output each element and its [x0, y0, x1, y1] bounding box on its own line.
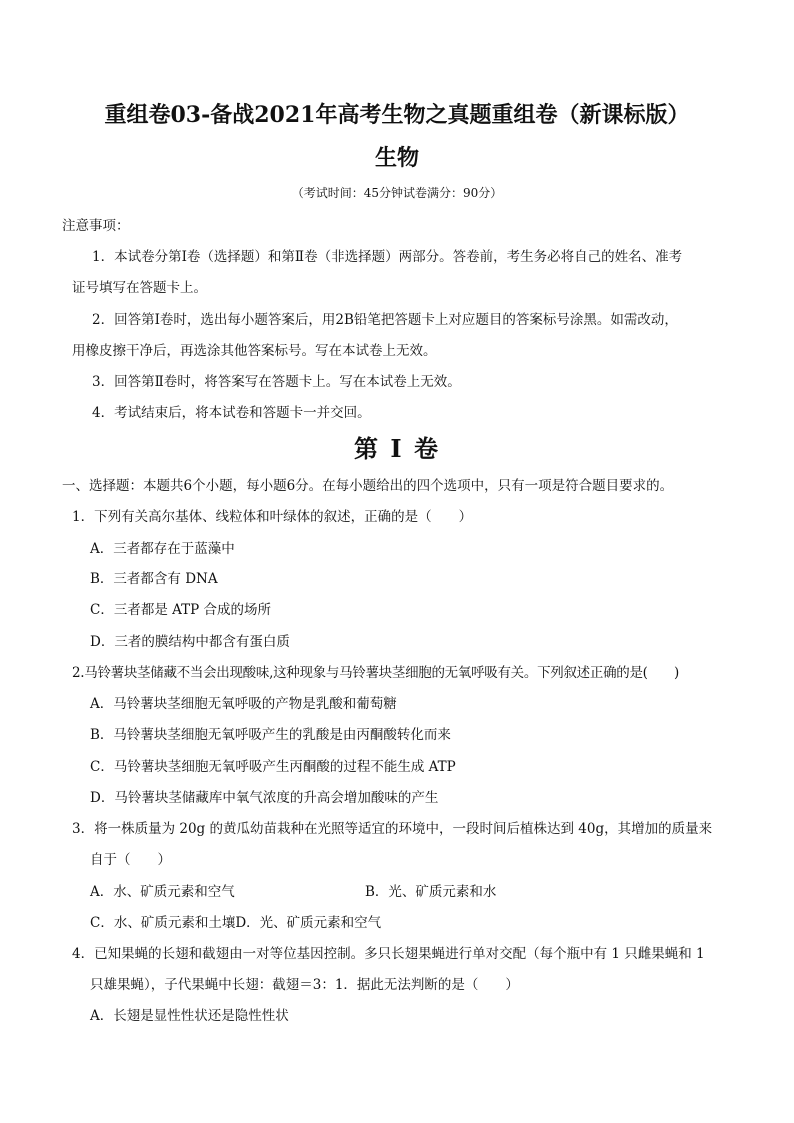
question-1-option-a: A．三者都存在于蓝藻中 — [90, 541, 235, 557]
question-1-option-d: D．三者的膜结构中都含有蛋白质 — [90, 634, 290, 650]
question-3-stem-cont: 自于（ ） — [90, 852, 171, 868]
note-item-3: 3．回答第Ⅱ卷时，将答案写在答题卡上。写在本试卷上无效。 — [92, 374, 461, 390]
question-2-stem: 2.马铃薯块茎储藏不当会出现酸味,这种现象与马铃薯块茎细胞的无氧呼吸有关。下列叙述正确的是( ) — [72, 665, 680, 681]
section-instructions: 一、选择题：本题共6个小题，每小题6分。在每小题给出的四个选项中，只有一项是符合题目要求的。 — [62, 478, 674, 494]
question-2-option-d: D．马铃薯块茎储藏库中氧气浓度的升高会增加酸味的产生 — [90, 790, 439, 806]
question-3-option-cd: C．水、矿质元素和土壤D．光、矿质元素和空气 — [90, 915, 382, 931]
page-title: 重组卷03-备战2021年高考生物之真题重组卷（新课标版） — [104, 102, 690, 128]
question-3-option-b: B．光、矿质元素和水 — [365, 884, 497, 900]
question-2-option-b: B．马铃薯块茎细胞无氧呼吸产生的乳酸是由丙酮酸转化而来 — [90, 727, 451, 743]
note-item-2: 2．回答第Ⅰ卷时，选出每小题答案后，用2B铅笔把答题卡上对应题目的答案标号涂黑。如需改动， — [92, 312, 678, 328]
question-3-stem: 3．将一株质量为 20g 的黄瓜幼苗栽种在光照等适宜的环境中，一段时间后植株达到 40g，其增加的质量来 — [72, 821, 713, 837]
page-subtitle: 生物 — [374, 145, 419, 171]
question-4-stem-cont: 只雄果蝇），子代果蝇中长翅：截翅＝3：1．据此无法判断的是（ ） — [90, 977, 519, 993]
question-1-option-c: C．三者都是 ATP 合成的场所 — [90, 602, 272, 618]
note-item-2-cont: 用橡皮擦干净后，再选涂其他答案标号。写在本试卷上无效。 — [72, 343, 437, 359]
note-item-1-cont: 证号填写在答题卡上。 — [72, 280, 207, 296]
notes-heading: 注意事项： — [62, 218, 130, 234]
question-1-stem: 1．下列有关高尔基体、线粒体和叶绿体的叙述，正确的是（ ） — [72, 509, 473, 525]
exam-info: （考试时间：45分钟试卷满分：90分） — [291, 186, 503, 200]
section-title: 第 I 卷 — [354, 434, 440, 463]
question-3-option-a: A．水、矿质元素和空气 — [90, 884, 235, 900]
question-1-option-b: B．三者都含有 DNA — [90, 571, 218, 587]
question-2-option-c: C．马铃薯块茎细胞无氧呼吸产生丙酮酸的过程不能生成 ATP — [90, 759, 456, 775]
question-4-stem: 4．已知果蝇的长翅和截翅由一对等位基因控制。多只长翅果蝇进行单对交配（每个瓶中有 1 只雌果蝇和 1 — [72, 946, 705, 962]
question-4-option-a: A．长翅是显性性状还是隐性性状 — [90, 1008, 289, 1024]
question-2-option-a: A．马铃薯块茎细胞无氧呼吸的产物是乳酸和葡萄糖 — [90, 696, 397, 712]
note-item-4: 4．考试结束后，将本试卷和答题卡一并交回。 — [92, 405, 371, 421]
note-item-1: 1．本试卷分第Ⅰ卷（选择题）和第Ⅱ卷（非选择题）两部分。答卷前，考生务必将自己的姓名、准考 — [92, 249, 683, 265]
